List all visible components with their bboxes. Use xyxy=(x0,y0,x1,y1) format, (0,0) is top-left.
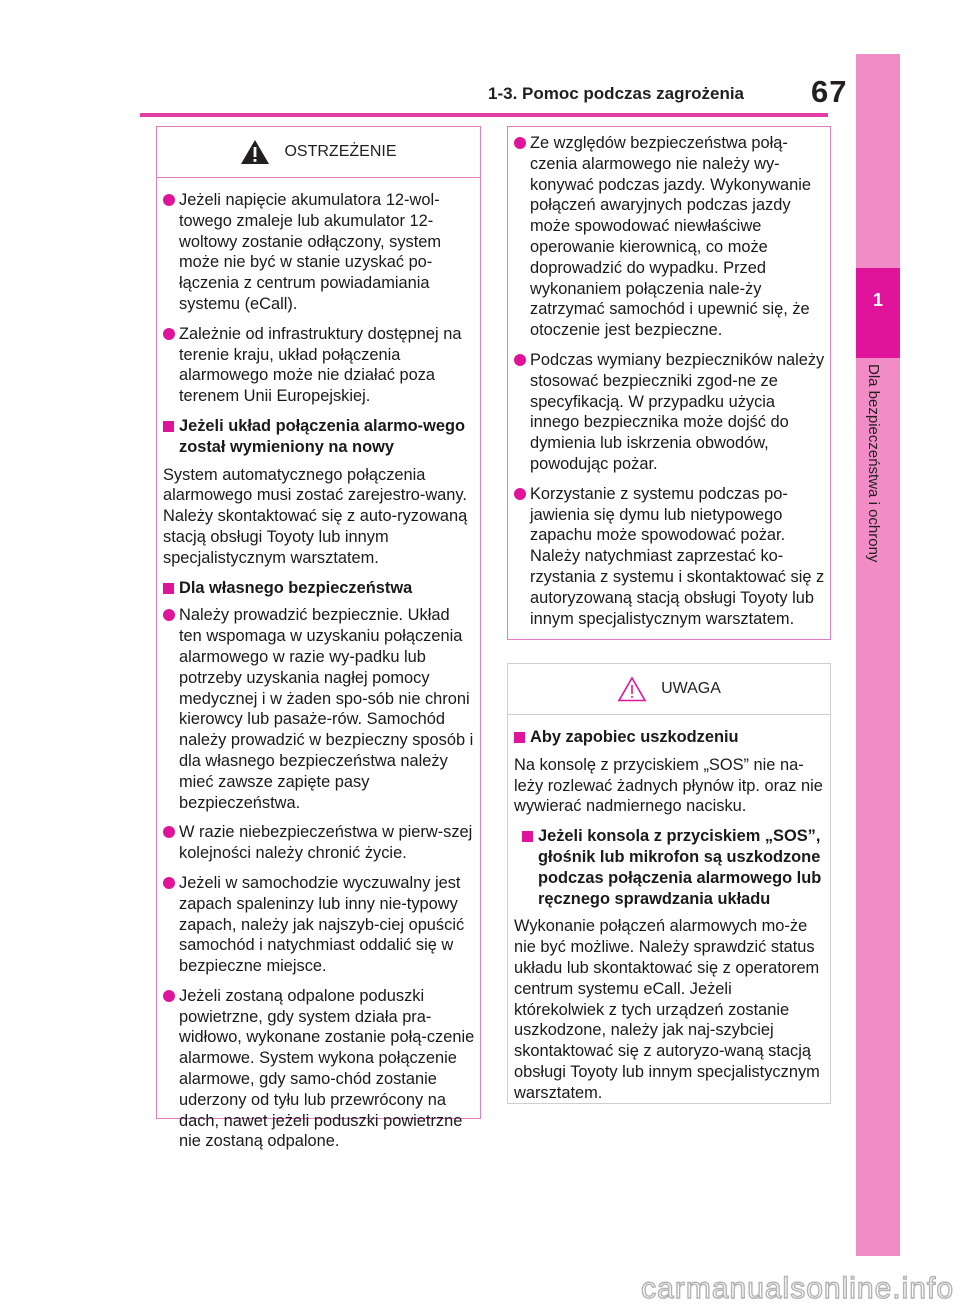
bullet-dot-icon xyxy=(514,488,526,500)
header-rule xyxy=(140,113,828,117)
list-item: Podczas wymiany bezpieczników należy stosować bezpieczniki zgod-ne ze specyfikacją. W przypadku użycia innego bezpiecznika może dojść do dymienia lub iskrzenia obwodów, powodując pożar. xyxy=(514,350,826,475)
list-item: Zależnie od infrastruktury dostępnej na terenie kraju, układ połączenia alarmowego może nie działać poza terenem Unii Europejskiej. xyxy=(163,324,476,407)
warning-box-left xyxy=(156,126,481,1151)
paragraph: Na konsolę z przyciskiem „SOS” nie na-leży rozlewać żadnych płynów itp. oraz nie wywierać nadmiernego nacisku. xyxy=(514,755,823,816)
warning-box-right xyxy=(507,126,831,640)
paragraph: System automatycznego połączenia alarmowego musi zostać zarejestro-wany. Należy skontaktować się z auto-ryzowaną stacją obsługi Toyoty lub innym specjalistycznym warsztatem. xyxy=(163,465,468,567)
chapter-side-tab xyxy=(856,54,900,1256)
note-header xyxy=(508,664,830,715)
list-item: Ze względów bezpieczeństwa połą-czenia alarmowego nie należy wy-konywać podczas jazdy. Wykonywanie połączeń awaryjnych podczas jazdy może spowodować niewłaściwe operowanie kierownicą, co może doprowadzić do wypadku. Przed wykonaniem połączenia nale-ży zatrzymać samochód i upewnić się, że otoczenie jest bezpieczne. xyxy=(514,133,826,341)
note-box xyxy=(507,663,831,1104)
subsection-heading: Aby zapobiec uszkodzeniu xyxy=(514,727,826,748)
bullet-dot-icon xyxy=(163,877,175,889)
warning-triangle-icon xyxy=(240,139,270,165)
list-item: Jeżeli zostaną odpalone poduszki powietrzne, gdy system działa pra-widłowo, wykonane zostanie połą-czenie alarmowe. System wykona połączenie alarmowe, gdy samo-chód zostanie uderzony od tyłu lub przewrócony na dach, nawet jeżeli poduszki powietrzne nie zostaną odpalone. xyxy=(163,986,476,1152)
list-item: Jeżeli w samochodzie wyczuwalny jest zapach spaleninzy lub inny nie-typowy zapach, należy jak najszyb-ciej opuścić samochód i natychmiast oddalić się w bezpieczne miejsce. xyxy=(163,873,476,977)
bullet-dot-icon xyxy=(163,328,175,340)
square-bullet-icon xyxy=(163,583,174,594)
chapter-title: Dla bezpieczeństwa i ochrony xyxy=(865,364,882,563)
bullet-dot-icon xyxy=(514,354,526,366)
bullet-dot-icon xyxy=(163,194,175,206)
bullet-dot-icon xyxy=(514,137,526,149)
bullet-dot-icon xyxy=(163,609,175,621)
page-number: 67 xyxy=(811,74,848,109)
subsection-heading: Jeżeli układ połączenia alarmo-wego został wymieniony na nowy xyxy=(163,416,476,458)
chapter-number: 1 xyxy=(872,290,883,310)
svg-text:carmanualsonline.info: carmanualsonline.info xyxy=(641,1272,954,1305)
watermark xyxy=(474,1266,954,1306)
note-body xyxy=(508,715,830,1123)
list-item: Korzystanie z systemu podczas po-jawienia się dymu lub nietypowego zapachu może spowodować pożar. Należy natychmiast zaprzestać ko-rzystania z systemu i skontaktować się z autoryzowaną stacją obsługi Toyoty lub innym specjalistycznym warsztatem. xyxy=(514,484,826,630)
chapter-number-box xyxy=(856,268,900,358)
square-bullet-icon xyxy=(522,831,533,842)
subsection-heading: Jeżeli konsola z przyciskiem „SOS”, głośnik lub mikrofon są uszkodzone podczas połączenia alarmowego lub ręcznego sprawdzania układu xyxy=(514,826,826,909)
warning-body-left xyxy=(157,178,480,1171)
bullet-dot-icon xyxy=(163,826,175,838)
bullet-dot-icon xyxy=(163,990,175,1002)
warning-title: OSTRZEŻENIE xyxy=(284,143,397,160)
warning-header xyxy=(157,127,480,178)
paragraph: Wykonanie połączeń alarmowych mo-że nie być możliwe. Należy sprawdzić status układu lub skontaktować się z operatorem centrum systemu eCall. Jeżeli którekolwiek z tych urządzeń zostanie uszkodzone, należy jak naj-szybciej skontaktować się z autoryzo-waną stacją obsługi Toyoty lub innym specjalistycznym warsztatem. xyxy=(514,917,820,1102)
square-bullet-icon xyxy=(514,732,525,743)
caution-outline-triangle-icon xyxy=(617,676,647,702)
list-item: Należy prowadzić bezpiecznie. Układ ten wspomaga w uzyskaniu połączenia alarmowego w razie wy-padku lub potrzeby uzyskania nagłej pomocy medycznej i w żaden spo-sób nie chroni kierowcy lub pasaże-rów. Samochód należy prowadzić w bezpieczny sposób i dla własnego bezpieczeństwa należy mieć zawsze zapięte pasy bezpieczeństwa. xyxy=(163,605,476,813)
square-bullet-icon xyxy=(163,421,174,432)
list-item: Jeżeli napięcie akumulatora 12-wol-towego zmaleje lub akumulator 12-woltowy zostanie odłączony, system może nie być w stanie uzyskać po-łączenia z centrum powiadamiania systemu (eCall). xyxy=(163,190,476,315)
warning-body-right xyxy=(508,127,830,648)
list-item: W razie niebezpieczeństwa w pierw-szej kolejności należy chronić życie. xyxy=(163,822,476,864)
subsection-heading: Dla własnego bezpieczeństwa xyxy=(163,578,476,599)
note-title: UWAGA xyxy=(661,680,721,697)
section-title: 1-3. Pomoc podczas zagrożenia xyxy=(488,84,745,103)
